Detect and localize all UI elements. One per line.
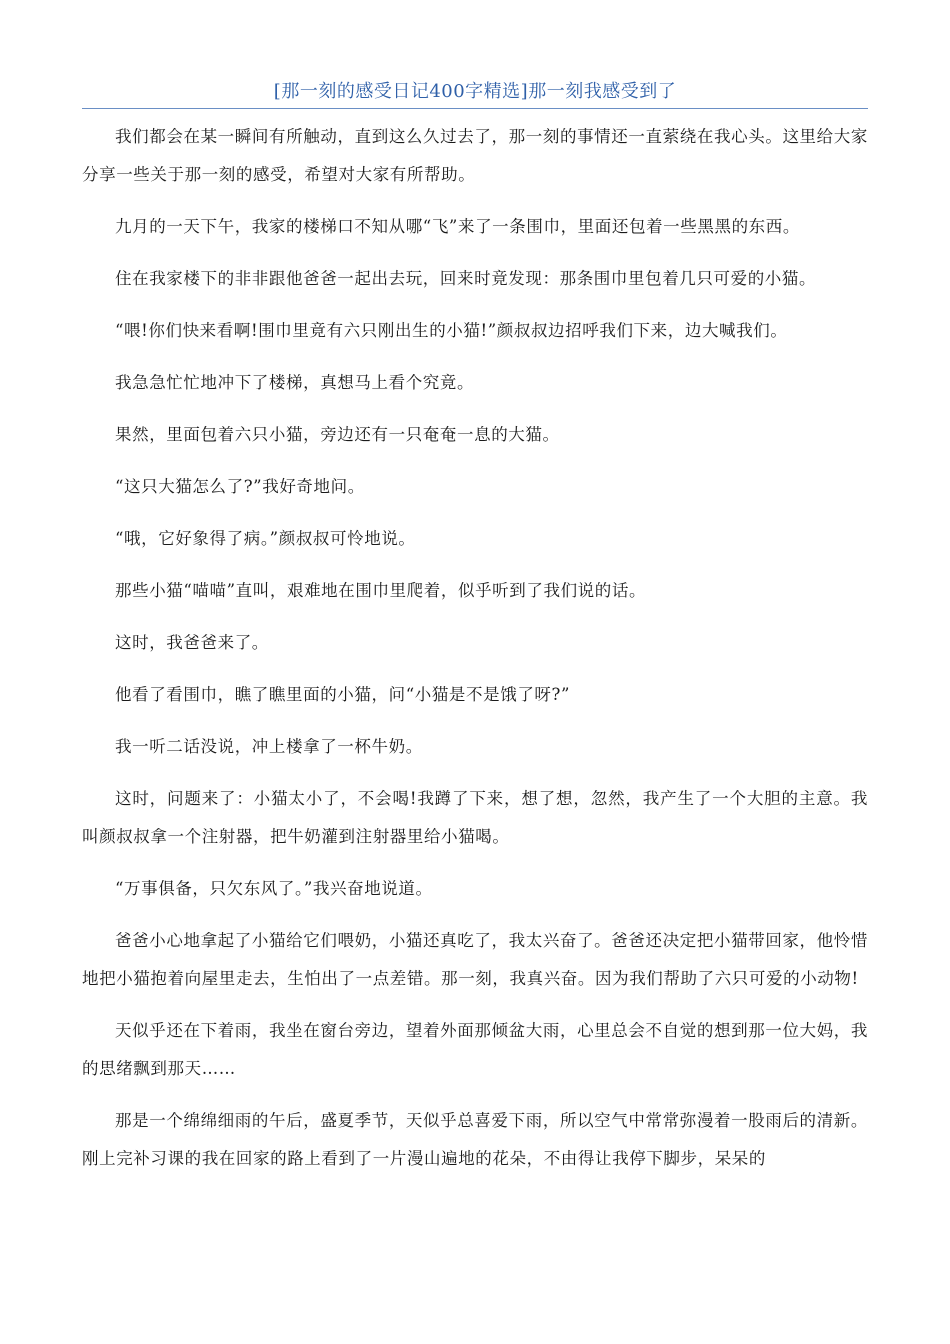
paragraph: 他看了看围巾，瞧了瞧里面的小猫，问“小猫是不是饿了呀?” bbox=[115, 685, 571, 704]
paragraph: 那是一个绵绵细雨的午后，盛夏季节，天似乎总喜爱下雨，所以空气中常常弥漫着一股雨后的清新。刚上完补习课的我在回家的路上看到了一片漫山遍地的花朵，不由得让我停下脚步，呆呆的 bbox=[82, 1111, 868, 1168]
paragraph: 那些小猫“喵喵”直叫，艰难地在围巾里爬着，似乎听到了我们说的话。 bbox=[115, 581, 647, 600]
paragraph: 九月的一天下午，我家的楼梯口不知从哪“飞”来了一条围巾，里面还包着一些黑黑的东西。 bbox=[115, 217, 800, 236]
paragraph: 我急急忙忙地冲下了楼梯，真想马上看个究竟。 bbox=[115, 373, 475, 392]
paragraph: “哦，它好象得了病。”颜叔叔可怜地说。 bbox=[115, 529, 416, 548]
document-header bbox=[82, 78, 868, 109]
document-title: [那一刻的感受日记400字精选]那一刻我感受到了 bbox=[273, 81, 677, 102]
paragraph: “喂!你们快来看啊!围巾里竟有六只刚出生的小猫!”颜叔叔边招呼我们下来，边大喊我们。 bbox=[115, 321, 788, 340]
document-body bbox=[82, 118, 868, 1192]
paragraph: 这时，我爸爸来了。 bbox=[115, 633, 269, 652]
paragraph: 果然，里面包着六只小猫，旁边还有一只奄奄一息的大猫。 bbox=[115, 425, 560, 444]
paragraph: 住在我家楼下的非非跟他爸爸一起出去玩，回来时竟发现：那条围巾里包着几只可爱的小猫。 bbox=[115, 269, 817, 288]
paragraph: 这时，问题来了：小猫太小了，不会喝!我蹲了下来，想了想，忽然，我产生了一个大胆的主意。我叫颜叔叔拿一个注射器，把牛奶灌到注射器里给小猫喝。 bbox=[82, 789, 868, 846]
paragraph: “万事俱备，只欠东风了。”我兴奋地说道。 bbox=[115, 879, 433, 898]
paragraph: 我们都会在某一瞬间有所触动，直到这么久过去了，那一刻的事情还一直萦绕在我心头。这里给大家分享一些关于那一刻的感受，希望对大家有所帮助。 bbox=[82, 127, 868, 184]
paragraph: 我一听二话没说，冲上楼拿了一杯牛奶。 bbox=[115, 737, 423, 756]
paragraph: 天似乎还在下着雨，我坐在窗台旁边，望着外面那倾盆大雨，心里总会不自觉的想到那一位大妈，我的思绪飘到那天…… bbox=[82, 1021, 868, 1078]
paragraph: “这只大猫怎么了?”我好奇地问。 bbox=[115, 477, 365, 496]
paragraph: 爸爸小心地拿起了小猫给它们喂奶，小猫还真吃了，我太兴奋了。爸爸还决定把小猫带回家，他怜惜地把小猫抱着向屋里走去，生怕出了一点差错。那一刻，我真兴奋。因为我们帮助了六只可爱的小动物! bbox=[82, 931, 868, 988]
